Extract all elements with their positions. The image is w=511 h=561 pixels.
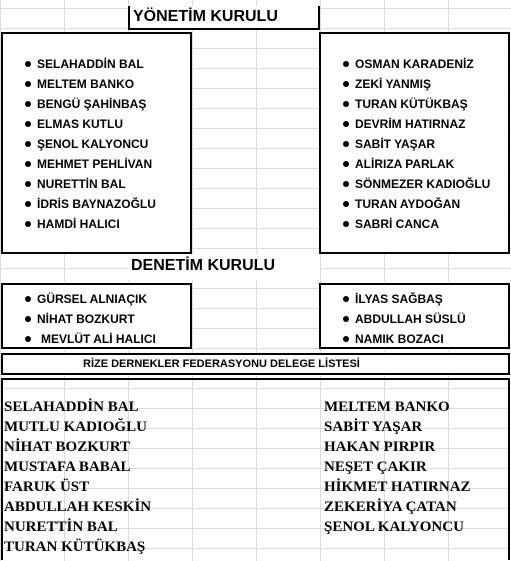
list-item: MUSTAFA BABAL bbox=[4, 459, 131, 475]
list-item: SELAHADDİN BAL bbox=[25, 54, 156, 74]
list-item: ELMAS KUTLU bbox=[25, 114, 156, 134]
bullet-icon bbox=[25, 101, 31, 107]
yonetim-kurulu-title: YÖNETİM KURULU bbox=[128, 6, 320, 30]
denetim-left-box bbox=[1, 283, 192, 349]
bullet-icon bbox=[25, 141, 31, 147]
bullet-icon bbox=[25, 221, 31, 227]
list-item: MELTEM BANKO bbox=[25, 74, 156, 94]
list-item: TURAN KÜTÜKBAŞ bbox=[4, 539, 146, 555]
list-item: BENGÜ ŞAHİNBAŞ bbox=[25, 94, 156, 114]
bullet-icon bbox=[343, 61, 349, 67]
list-item: OSMAN KARADENİZ bbox=[343, 54, 490, 74]
bullet-icon bbox=[343, 181, 349, 187]
list-item: İLYAS SAĞBAŞ bbox=[343, 289, 466, 309]
list-item: GÜRSEL ALNIAÇIK bbox=[25, 289, 156, 309]
list-item: SELAHADDİN BAL bbox=[4, 399, 139, 415]
bullet-icon bbox=[343, 121, 349, 127]
bullet-icon bbox=[343, 141, 349, 147]
list-item: TURAN KÜTÜKBAŞ bbox=[343, 94, 490, 114]
list-item: NEŞET ÇAKIR bbox=[324, 459, 427, 475]
bullet-icon bbox=[25, 201, 31, 207]
denetim-left-list bbox=[25, 289, 156, 349]
list-item: MEVLÜT ALİ HALICI bbox=[25, 329, 156, 349]
list-item: MELTEM BANKO bbox=[324, 399, 450, 415]
bullet-icon bbox=[343, 221, 349, 227]
list-item: SÖNMEZER KADIOĞLU bbox=[343, 174, 490, 194]
list-item: MUTLU KADIOĞLU bbox=[4, 419, 147, 435]
list-item: NİHAT BOZKURT bbox=[4, 439, 131, 455]
denetim-kurulu-title: DENETİM KURULU bbox=[128, 254, 320, 280]
bullet-icon bbox=[343, 316, 349, 322]
bullet-icon bbox=[343, 296, 349, 302]
list-item: TURAN AYDOĞAN bbox=[343, 194, 490, 214]
list-item: SABİT YAŞAR bbox=[324, 419, 423, 435]
list-item: DEVRİM HATIRNAZ bbox=[343, 114, 490, 134]
list-item: ŞENOL KALYONCU bbox=[25, 134, 156, 154]
bullet-icon bbox=[343, 161, 349, 167]
yonetim-right-box bbox=[319, 32, 510, 254]
bullet-icon bbox=[25, 81, 31, 87]
list-item: ZEKİ YANMIŞ bbox=[343, 74, 490, 94]
list-item: NURETTİN BAL bbox=[4, 519, 118, 535]
bullet-icon bbox=[25, 161, 31, 167]
list-item: ALİRIZA PARLAK bbox=[343, 154, 490, 174]
list-item: SABRİ CANCA bbox=[343, 214, 490, 234]
denetim-right-list bbox=[343, 289, 466, 349]
list-item: NİHAT BOZKURT bbox=[25, 309, 156, 329]
bullet-icon bbox=[343, 336, 349, 342]
list-item: HAKAN PIRPIR bbox=[324, 439, 436, 455]
bullet-icon bbox=[25, 61, 31, 67]
list-item: SABİT YAŞAR bbox=[343, 134, 490, 154]
denetim-right-box bbox=[319, 283, 510, 349]
bullet-icon bbox=[25, 316, 31, 322]
bullet-icon bbox=[25, 336, 31, 342]
list-item: FARUK ÜST bbox=[4, 479, 90, 495]
delege-right-list bbox=[324, 397, 471, 537]
list-item: ABDULLAH KESKİN bbox=[4, 499, 152, 515]
yonetim-left-list bbox=[25, 54, 156, 234]
yonetim-right-list bbox=[343, 54, 490, 234]
list-item: NAMIK BOZACI bbox=[343, 329, 466, 349]
bullet-icon bbox=[25, 121, 31, 127]
yonetim-left-box bbox=[1, 32, 192, 254]
list-item: HAMDİ HALICI bbox=[25, 214, 156, 234]
list-item: NURETTİN BAL bbox=[25, 174, 156, 194]
list-item: ZEKERİYA ÇATAN bbox=[324, 499, 457, 515]
list-item: ABDULLAH SÜSLÜ bbox=[343, 309, 466, 329]
bullet-icon bbox=[343, 81, 349, 87]
bullet-icon bbox=[343, 201, 349, 207]
bullet-icon bbox=[25, 296, 31, 302]
delege-left-list bbox=[4, 397, 151, 557]
list-item: MEHMET PEHLİVAN bbox=[25, 154, 156, 174]
list-item: ŞENOL KALYONCU bbox=[324, 519, 464, 535]
bullet-icon bbox=[343, 101, 349, 107]
list-item: HİKMET HATIRNAZ bbox=[324, 479, 471, 495]
list-item: İDRİS BAYNAZOĞLU bbox=[25, 194, 156, 214]
delege-listesi-title: RİZE DERNEKLER FEDERASYONU DELEGE LİSTESİ bbox=[1, 353, 510, 375]
bullet-icon bbox=[25, 181, 31, 187]
